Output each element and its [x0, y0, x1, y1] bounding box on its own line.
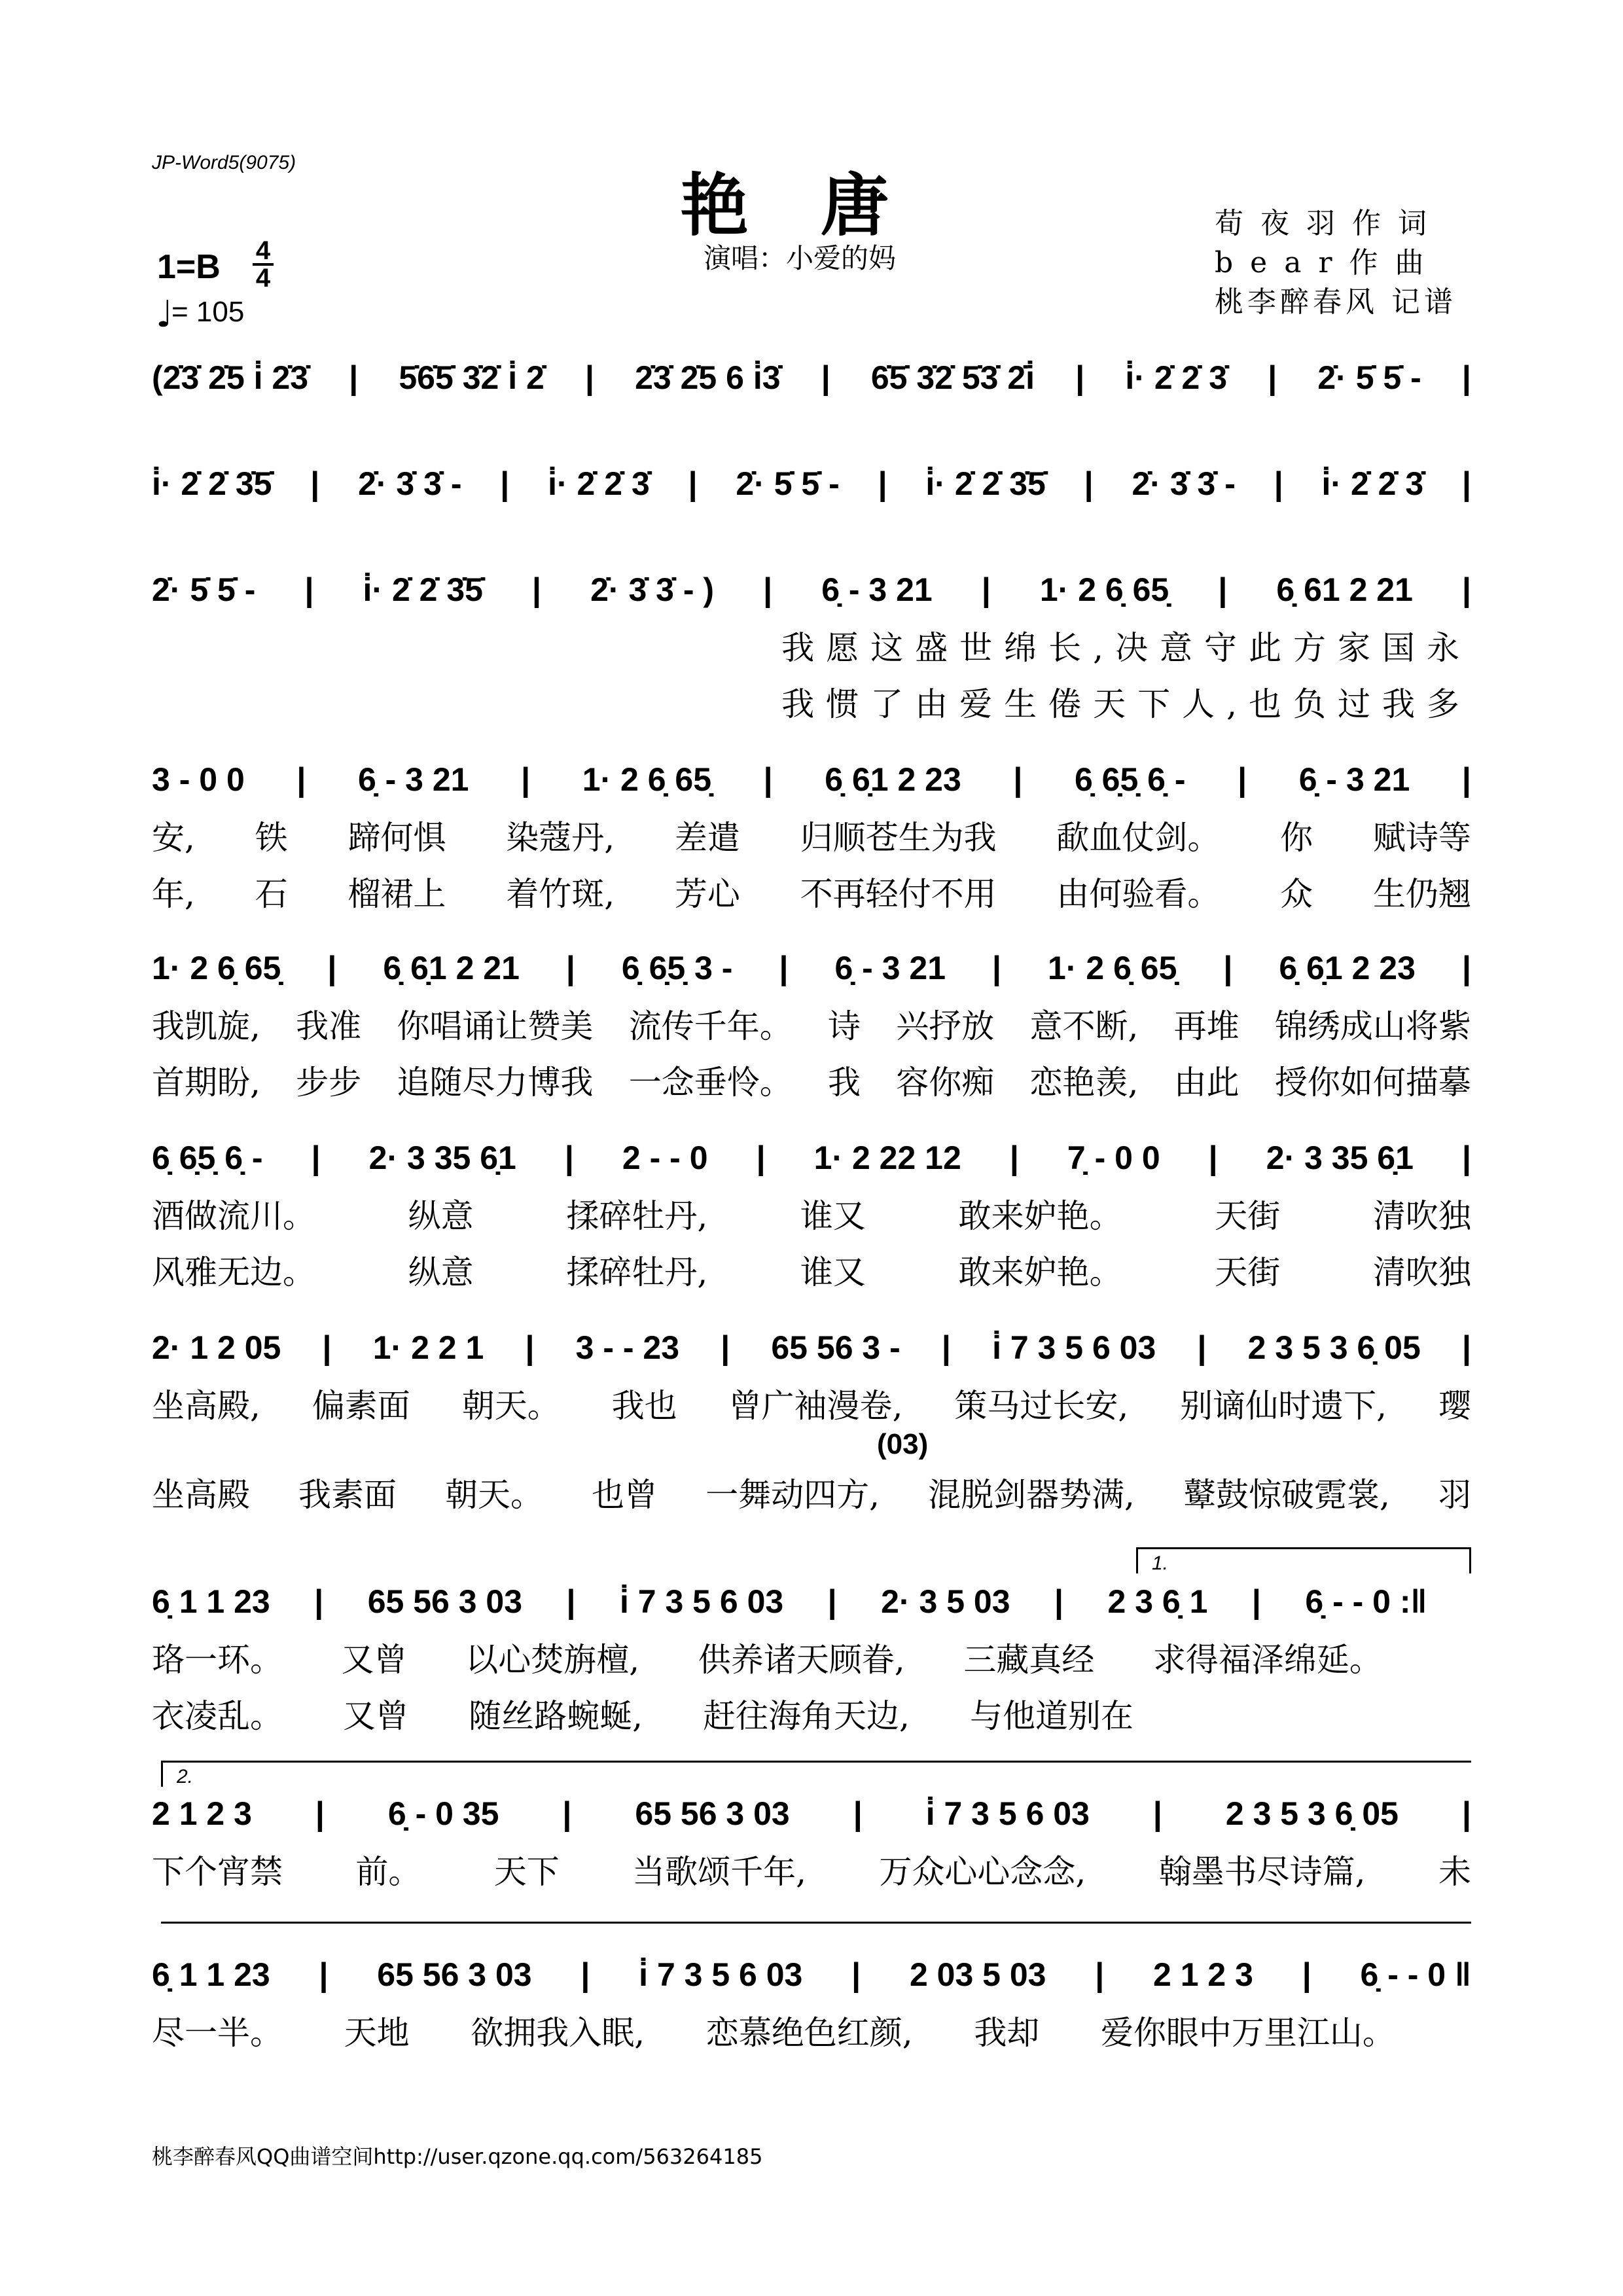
- notes-row: [152, 761, 1471, 798]
- system-4: [152, 761, 1471, 915]
- lyric-word: 一舞动四方,: [705, 1476, 880, 1514]
- notes-row: [152, 949, 1471, 987]
- measure: i̇· 2̇ 2̇ 3̇: [548, 465, 650, 502]
- notes-row: [152, 1329, 1471, 1367]
- lyrics-verse-1: [152, 1190, 1471, 1237]
- lyric-word: 敢来妒艳。: [958, 1253, 1122, 1291]
- lyric-word: 赶往海角天边,: [703, 1697, 910, 1735]
- lyric-word: 供养诸天顾眷,: [698, 1641, 905, 1679]
- lyric-word: 年,: [152, 875, 195, 913]
- system-2: [152, 465, 1471, 503]
- lyric-word: 差遣: [674, 819, 740, 857]
- barline: |: [564, 1139, 574, 1176]
- barline: |: [584, 359, 594, 396]
- lyrics-verse-1: [152, 1634, 1382, 1681]
- lyric-word: 我: [827, 1064, 861, 1102]
- measure: 2̇· 5̇ 5̇ -: [1317, 359, 1421, 396]
- measure: 2 3 6̣ 1: [1107, 1583, 1208, 1620]
- barline: |: [878, 465, 887, 502]
- lyrics-verse-2: [152, 1056, 1471, 1103]
- measure: i̇ 7 3 5 6 03: [925, 1795, 1090, 1832]
- measure: 6̇5̇ 3̇2̇ 5̇3̇ 2̇i̇: [870, 359, 1035, 396]
- barline: |: [941, 1329, 951, 1366]
- system-6: [152, 1139, 1471, 1293]
- lyric-word: 未: [1438, 1853, 1471, 1891]
- measure: 6̣ 6̣5̣ 3 -: [621, 950, 733, 986]
- lyric-word: 授你如何描摹: [1274, 1064, 1471, 1102]
- notes-row: [152, 1583, 1471, 1621]
- measure: 6̣ 6̣1 2 21: [383, 950, 520, 986]
- lyric-word: 天地: [344, 2014, 410, 2052]
- lyric-word: 众: [1280, 875, 1313, 913]
- lyric-word: 赋诗等: [1372, 819, 1471, 857]
- system-5: [152, 949, 1471, 1103]
- barline: |: [311, 1139, 321, 1176]
- lyric-word: 坐高殿,: [152, 1387, 260, 1425]
- barline: |: [1152, 1795, 1162, 1832]
- lyrics-verse-2: [152, 1246, 1471, 1293]
- measure: 3 - 0 0: [152, 761, 245, 798]
- notes-row: [152, 1795, 1471, 1833]
- lyric-word: 三藏真经: [963, 1641, 1095, 1679]
- barline: |: [1461, 1139, 1471, 1176]
- measure: 6̣ 6̣1 2 23: [825, 761, 961, 798]
- measure: 3 - - 23: [575, 1329, 680, 1366]
- barline: |: [992, 950, 1002, 986]
- measure: 2 3 5 3 6̣ 05: [1247, 1329, 1421, 1366]
- measure: 2̇· 3̇ 3̇ - ): [590, 571, 715, 608]
- lyric-line: 我愿这盛世绵长,决意守此方家国永: [781, 629, 1471, 667]
- lyric-word: 流传千年。: [628, 1007, 793, 1045]
- barline: |: [981, 571, 991, 608]
- barline: |: [296, 761, 306, 798]
- lyric-word: 清吹独: [1372, 1253, 1471, 1291]
- barline: |: [1095, 1956, 1105, 1993]
- lyric-word: 一念垂怜。: [628, 1064, 793, 1102]
- time-signature-top: 4: [255, 236, 271, 265]
- measure: 2· 3 5 03: [881, 1583, 1010, 1620]
- lyrics-verse-2: [152, 1469, 1471, 1516]
- lyricist-credit: 荀夜羽作词: [1215, 207, 1444, 240]
- barline: |: [1197, 1329, 1207, 1366]
- volta-2-bracket-continuation: [161, 1922, 1471, 1924]
- measure: 65 56 3 03: [377, 1956, 532, 1993]
- measure: 2 1 2 3: [1153, 1956, 1253, 1993]
- lyric-word: 璎: [1438, 1387, 1471, 1425]
- lyric-word: 我却: [974, 2014, 1040, 2052]
- lyric-word: 朝天。: [461, 1387, 560, 1425]
- lyric-word: 着竹斑,: [506, 875, 615, 913]
- barline: |: [1009, 1139, 1019, 1176]
- measure: 6̣ 6̣1 2 23: [1279, 950, 1416, 986]
- measure: 2 3 5 3 6̣ 05: [1225, 1795, 1399, 1832]
- lyric-word: 歃血仗剑。: [1056, 819, 1221, 857]
- lyric-word: 欲拥我入眠,: [471, 2014, 645, 2052]
- lyric-word: 揉碎牡丹,: [566, 1197, 708, 1235]
- lyric-word: 随丝路蜿蜒,: [469, 1697, 643, 1735]
- barline: |: [349, 359, 359, 396]
- song-title: 艳唐: [681, 165, 961, 245]
- barline: |: [1251, 1583, 1261, 1620]
- barline: |: [763, 761, 773, 798]
- volta-1-label: 1.: [1152, 1552, 1169, 1574]
- lyrics-verse-2: [152, 1690, 1133, 1737]
- notes-row: [152, 1139, 1471, 1177]
- barline: |: [319, 1956, 329, 1993]
- lyric-word: 不再轻付不用: [800, 875, 997, 913]
- measure: 6̣ - - 0 ‖: [1360, 1956, 1471, 1993]
- measure: 65 56 3 03: [367, 1583, 523, 1620]
- lyric-word: 诗: [827, 1007, 861, 1045]
- barline: |: [314, 1583, 324, 1620]
- lyric-word: 珞一环。: [152, 1641, 283, 1679]
- barline: |: [521, 761, 531, 798]
- lyric-word: 羽: [1438, 1476, 1471, 1514]
- measure: 2̇3̇ 2̇5 6 i̇3̇: [635, 359, 781, 396]
- barline: |: [565, 950, 575, 986]
- lyric-word: 由何验看。: [1056, 875, 1221, 913]
- lyric-word: 酒做流川。: [152, 1197, 315, 1235]
- lyrics-verse-2: [152, 868, 1471, 915]
- barline: |: [853, 1795, 863, 1832]
- measure: i̇ 7 3 5 6 03: [619, 1583, 784, 1620]
- measure: 1· 2 6̣ 65̣: [1048, 950, 1177, 986]
- lyric-word: 天街: [1215, 1253, 1281, 1291]
- lyric-word: 尽一半。: [152, 2014, 283, 2052]
- measure: i̇· 2̇ 2̇ 3̇5̇: [363, 571, 483, 608]
- barline: |: [1054, 1583, 1064, 1620]
- barline: |: [1461, 571, 1471, 608]
- measure: 6̣ - 0 35: [387, 1795, 499, 1832]
- system-8: [152, 1583, 1471, 1737]
- measure: i̇ 7 3 5 6 03: [992, 1329, 1156, 1366]
- lyric-word: 安,: [152, 819, 195, 857]
- notes-row: [152, 571, 1471, 609]
- lyric-word: 纵意: [408, 1197, 474, 1235]
- lyric-word: 我准: [296, 1007, 362, 1045]
- measure: 6̣ 1 1 23: [152, 1956, 270, 1993]
- lyric-word: 又曾: [343, 1697, 409, 1735]
- measure: 1· 2 6̣ 65̣: [582, 761, 712, 798]
- barline: |: [779, 950, 789, 986]
- lyric-word: 石: [255, 875, 288, 913]
- lyrics-verse-1: [152, 1380, 1471, 1427]
- measure: 2 1 2 3: [152, 1795, 252, 1832]
- lyric-word: 我凯旋,: [152, 1007, 260, 1045]
- volta-2-label: 2.: [177, 1766, 194, 1787]
- lyric-word: 鼙鼓惊破霓裳,: [1183, 1476, 1390, 1514]
- lyric-word: 敢来妒艳。: [958, 1197, 1122, 1235]
- alternate-rhythm-note: (03): [877, 1428, 929, 1460]
- measure: 2̇· 3̇ 3̇ -: [1132, 465, 1236, 502]
- measure: 6̣ - 3 21: [821, 571, 933, 608]
- barline: |: [827, 1583, 837, 1620]
- lyric-line: 我惯了由爱生倦天下人,也负过我多: [781, 685, 1471, 723]
- barline: |: [327, 950, 337, 986]
- lyric-word: 策马过长安,: [954, 1387, 1129, 1425]
- lyric-word: 求得福泽绵延。: [1152, 1641, 1382, 1679]
- system-1: [152, 359, 1471, 397]
- lyric-word: 天下: [493, 1853, 560, 1891]
- measure: 6̣ 61 2 21: [1276, 571, 1413, 608]
- measure: 7̣ - 0 0: [1067, 1139, 1160, 1176]
- system-3: [152, 571, 1471, 725]
- barline: |: [310, 465, 320, 502]
- lyric-word: 容你痴: [896, 1064, 995, 1102]
- lyric-word: 别谪仙时遗下,: [1180, 1387, 1387, 1425]
- barline: |: [532, 571, 542, 608]
- barline: |: [1461, 465, 1471, 502]
- barline: |: [525, 1329, 535, 1366]
- measure: 2· 1 2 05: [152, 1329, 281, 1366]
- measure: (2̇3̇ 2̇5 i̇ 2̇3̇: [152, 359, 309, 396]
- transcriber-credit: 桃李醉春风 记谱: [1215, 285, 1457, 319]
- measure: 1· 2 6̣ 65̣: [1039, 571, 1169, 608]
- system-10: [152, 1956, 1471, 2054]
- measure: 6̣ - 3 21: [834, 950, 946, 986]
- lyrics-verse-1: [152, 622, 1471, 669]
- lyrics-verse-2: [152, 678, 1471, 725]
- lyric-word: 你唱诵让赞美: [397, 1007, 594, 1045]
- lyric-word: 榴裙上: [348, 875, 446, 913]
- volta-2-bracket-left: [161, 1761, 163, 1787]
- volta-2-bracket: [161, 1761, 1471, 1763]
- lyric-word: 清吹独: [1372, 1197, 1471, 1235]
- lyric-word: 兴抒放: [896, 1007, 995, 1045]
- lyric-word: 我也: [611, 1387, 677, 1425]
- lyric-word: 也曾: [592, 1476, 658, 1514]
- barline: |: [1461, 761, 1471, 798]
- lyric-word: 追随尽力博我: [397, 1064, 594, 1102]
- lyric-word: 铁: [255, 819, 288, 857]
- measure: 6̣ 6̣5̣ 6̣ -: [152, 1139, 263, 1176]
- barline: |: [1461, 950, 1471, 986]
- barline: |: [1461, 359, 1471, 396]
- barline: |: [1461, 1329, 1471, 1366]
- system-7: [152, 1329, 1471, 1516]
- barline: |: [1302, 1956, 1311, 1993]
- lyric-word: 意不断,: [1029, 1007, 1139, 1045]
- lyric-word: 朝天。: [445, 1476, 544, 1514]
- barline: |: [562, 1795, 572, 1832]
- barline: |: [756, 1139, 766, 1176]
- measure: i̇· 2̇ 2̇ 3̇5̇: [152, 465, 272, 502]
- lyrics-verse-1: [152, 1000, 1471, 1047]
- barline: |: [1223, 950, 1233, 986]
- lyric-word: 前。: [355, 1853, 421, 1891]
- lyric-word: 混脱剑器势满,: [928, 1476, 1135, 1514]
- barline: |: [851, 1956, 861, 1993]
- measure: 6̣ - 3 21: [357, 761, 469, 798]
- volta-1-bracket-left: [1136, 1547, 1138, 1573]
- quarter-note-icon: ♩: [156, 293, 173, 336]
- time-signature-bottom: 4: [255, 264, 271, 293]
- barline: |: [821, 359, 830, 396]
- measure: 6̣ - 3 21: [1298, 761, 1410, 798]
- barline: |: [1075, 359, 1085, 396]
- measure: 1· 2 6̣ 65̣: [152, 950, 281, 986]
- volta-1-bracket: [1136, 1547, 1471, 1549]
- lyric-word: 又曾: [341, 1641, 407, 1679]
- volta-1-bracket-right: [1469, 1547, 1471, 1573]
- measure: 2̇· 5̇ 5̇ -: [736, 465, 840, 502]
- lyric-word: 万众心心念念,: [879, 1853, 1086, 1891]
- notes-row: [152, 359, 1471, 397]
- barline: |: [1461, 1795, 1471, 1832]
- software-version: JP-Word5(9075): [152, 152, 296, 173]
- measure: 65 56 3 -: [771, 1329, 901, 1366]
- measure: i̇· 2̇ 2̇ 3̇5̇: [925, 465, 1046, 502]
- tempo-marking: = 105: [171, 296, 245, 328]
- singer-credit: 演唱：小爱的妈: [704, 242, 897, 274]
- barline: |: [500, 465, 510, 502]
- footer-source: 桃李醉春风QQ曲谱空间http://user.qzone.qq.com/563264185: [152, 2144, 763, 2169]
- measure: 2̇· 3̇ 3̇ -: [358, 465, 462, 502]
- lyric-word: 首期盼,: [152, 1064, 260, 1102]
- composer-credit: bear作曲: [1215, 246, 1441, 279]
- barline: |: [322, 1329, 332, 1366]
- measure: 2· 3 35 6̣1: [1266, 1139, 1414, 1176]
- barline: |: [1274, 465, 1283, 502]
- notes-row: [152, 465, 1471, 503]
- measure: i̇· 2̇ 2̇ 3̇: [1125, 359, 1228, 396]
- lyrics-verse-1: [152, 1846, 1471, 1893]
- lyric-word: 蹄何惧: [348, 819, 446, 857]
- measure: 2 - - 0: [622, 1139, 708, 1176]
- barline: |: [721, 1329, 730, 1366]
- lyric-word: 曾广袖漫卷,: [728, 1387, 903, 1425]
- measure: 1· 2 22 12: [813, 1139, 961, 1176]
- lyrics-verse-1: [152, 2007, 1395, 2054]
- lyric-word: 风雅无边。: [152, 1253, 315, 1291]
- measure: 2̇· 5̇ 5̇ -: [152, 571, 256, 608]
- barline: |: [688, 465, 698, 502]
- lyric-word: 恋慕绝色红颜,: [705, 2014, 913, 2052]
- measure: i̇· 2̇ 2̇ 3̇: [1321, 465, 1424, 502]
- lyric-word: 坐高殿: [152, 1476, 250, 1514]
- barline: |: [1013, 761, 1023, 798]
- lyric-word: 锦绣成山将紫: [1274, 1007, 1471, 1045]
- lyric-word: 下个宵禁: [152, 1853, 283, 1891]
- barline: |: [304, 571, 314, 608]
- barline: |: [1218, 571, 1228, 608]
- lyric-word: 归顺苍生为我: [800, 819, 997, 857]
- lyric-word: 恋艳羡,: [1029, 1064, 1139, 1102]
- barline: |: [1268, 359, 1277, 396]
- lyric-word: 与他道别在: [970, 1697, 1133, 1735]
- lyric-word: 爱你眼中万里江山。: [1100, 2014, 1395, 2052]
- lyric-word: 谁又: [800, 1197, 866, 1235]
- measure: 65 56 3 03: [635, 1795, 790, 1832]
- time-signature: [251, 238, 275, 291]
- barline: |: [1084, 465, 1094, 502]
- lyric-word: 步步: [296, 1064, 362, 1102]
- barline: |: [1238, 761, 1247, 798]
- measure: 2 03 5 03: [909, 1956, 1046, 1993]
- lyric-word: 翰墨书尽诗篇,: [1158, 1853, 1366, 1891]
- lyric-word: 你: [1280, 819, 1313, 857]
- lyric-word: 芳心: [674, 875, 740, 913]
- lyric-word: 染蔻丹,: [506, 819, 615, 857]
- lyric-word: 偏素面: [312, 1387, 410, 1425]
- lyric-word: 以心焚旃檀,: [465, 1641, 640, 1679]
- lyric-word: 当歌颂千年,: [632, 1853, 807, 1891]
- lyric-word: 我素面: [298, 1476, 397, 1514]
- lyric-word: 生仍翘: [1372, 875, 1471, 913]
- lyric-word: 由此: [1173, 1064, 1240, 1102]
- barline: |: [763, 571, 773, 608]
- lyric-word: 纵意: [408, 1253, 474, 1291]
- notes-row: [152, 1956, 1471, 1994]
- barline: |: [566, 1583, 576, 1620]
- measure: 6̣ - - 0 :‖: [1305, 1583, 1427, 1620]
- measure: 1· 2 2 1: [372, 1329, 484, 1366]
- lyric-word: 衣凌乱。: [152, 1697, 283, 1735]
- measure: 2· 3 35 6̣1: [368, 1139, 516, 1176]
- barline: |: [315, 1795, 325, 1832]
- lyrics-verse-1: [152, 812, 1471, 859]
- measure: 5̇6̇5̇ 3̇2̇ i̇ 2̇: [399, 359, 544, 396]
- system-9: [152, 1795, 1471, 1893]
- barline: |: [580, 1956, 590, 1993]
- key-signature: 1=B: [157, 248, 221, 286]
- lyric-word: 揉碎牡丹,: [566, 1253, 708, 1291]
- lyric-word: 谁又: [800, 1253, 866, 1291]
- lyric-word: 天街: [1215, 1197, 1281, 1235]
- measure: 6̣ 6̣5̣ 6̣ -: [1074, 761, 1186, 798]
- measure: i̇ 7 3 5 6 03: [639, 1956, 803, 1993]
- lyric-word: 再堆: [1173, 1007, 1240, 1045]
- measure: 6̣ 1 1 23: [152, 1583, 270, 1620]
- barline: |: [1208, 1139, 1218, 1176]
